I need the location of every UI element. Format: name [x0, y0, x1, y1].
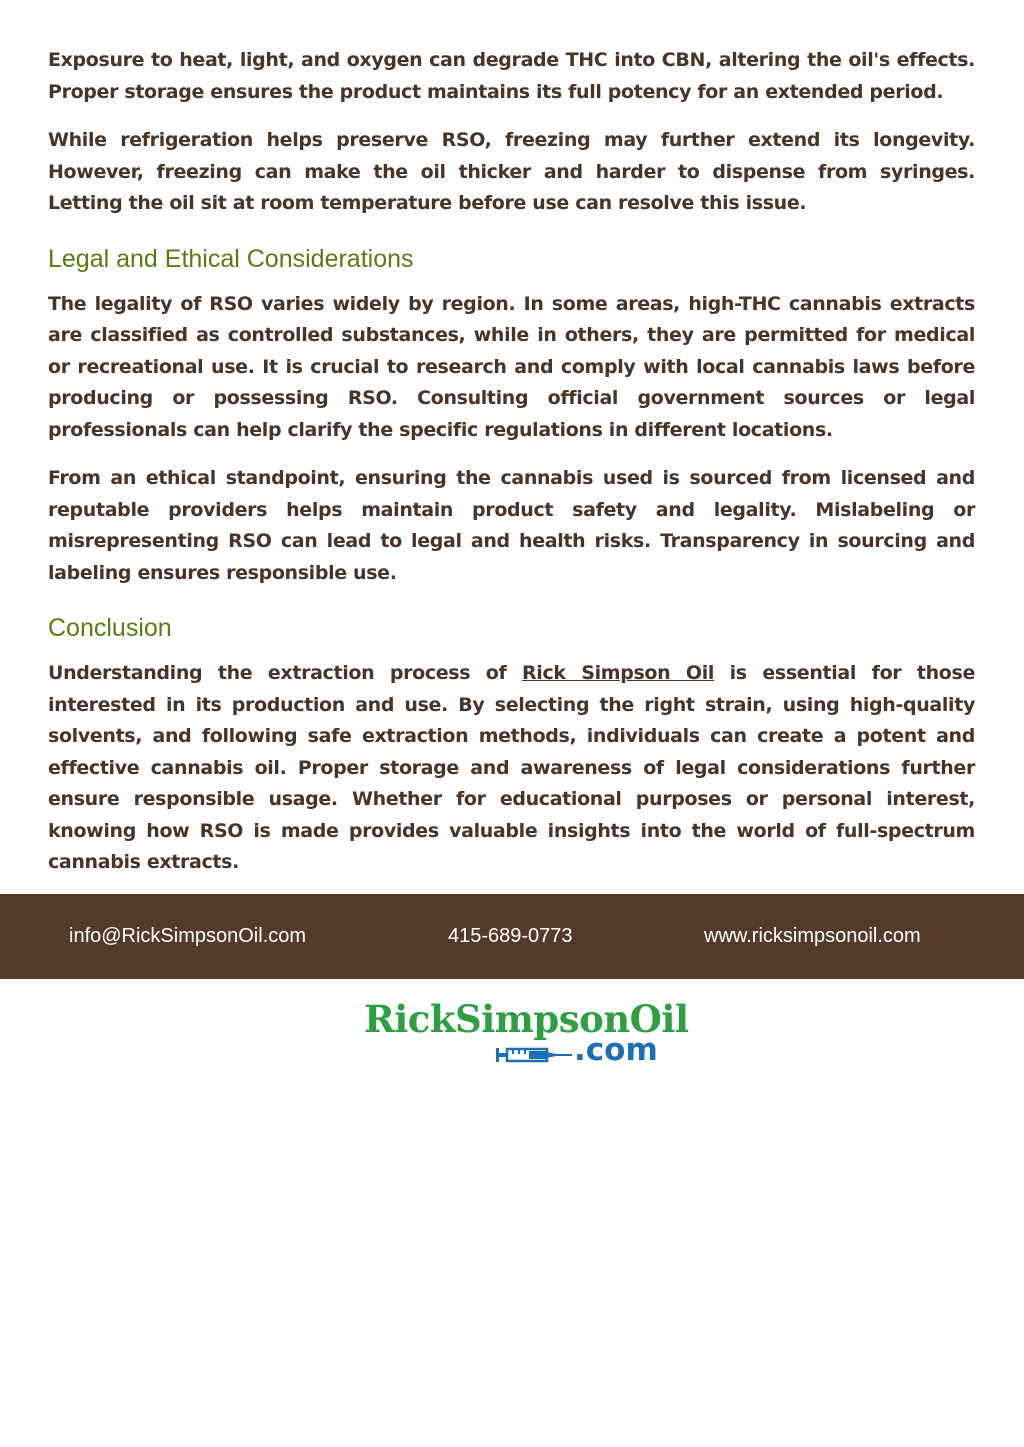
conclusion-heading: Conclusion — [48, 614, 172, 642]
conclusion-text-start: Understanding the extraction process of — [48, 662, 523, 684]
legal-heading: Legal and Ethical Considerations — [48, 244, 414, 273]
rick-simpson-oil-logo — [360, 996, 689, 1072]
article-content — [48, 45, 975, 896]
footer-email[interactable]: info@RickSimpsonOil.com — [69, 925, 307, 947]
conclusion-paragraph — [48, 658, 975, 879]
contact-footer — [0, 894, 1024, 979]
footer-phone[interactable]: 415-689-0773 — [448, 925, 573, 947]
footer-website[interactable]: www.ricksimpsonoil.com — [704, 925, 921, 947]
conclusion-text-end: is essential for those interested in its production and use. By selecting the right strain, using high-quality solvents, and following safe extraction methods, individuals can create a potent and effective cannabis oil. Proper storage and awareness of legal considerations further ensure responsible usage. Whether for educational purposes or personal interest, knowing how RSO is made provides valuable insights into the world of full-spectrum cannabis extracts. — [48, 662, 976, 873]
storage-paragraph: Exposure to heat, light, and oxygen can degrade THC into CBN, altering the oil's effects. Proper storage ensures the product maintains its full potency for an extended period. — [48, 49, 975, 103]
logo-com-suffix: .com — [574, 1032, 658, 1068]
ethics-paragraph: From an ethical standpoint, ensuring the cannabis used is sourced from licensed and reputable providers helps maintain product safety and legality. Mislabeling or misrepresenting RSO can lead to legal and health risks. Transparency in sourcing and labeling ensures responsible use. — [48, 467, 975, 584]
logo-wordmark: RickSimpsonOil — [364, 997, 689, 1041]
rick-simpson-oil-link[interactable]: Rick Simpson Oil — [522, 662, 715, 684]
legality-paragraph: The legality of RSO varies widely by region. In some areas, high-THC cannabis extracts are classified as controlled substances, while in others, they are permitted for medical or recreational use. It is crucial to research and comply with local cannabis laws before producing or possessing RSO. Consulting official government sources or legal professionals can help clarify the specific regulations in different locations. — [48, 292, 975, 441]
freezing-paragraph: While refrigeration helps preserve RSO, freezing may further extend its longevity. However, freezing can make the oil thicker and harder to dispense from syringes. Letting the oil sit at room temperature before use can resolve this issue. — [48, 129, 975, 214]
syringe-icon — [494, 1044, 574, 1066]
